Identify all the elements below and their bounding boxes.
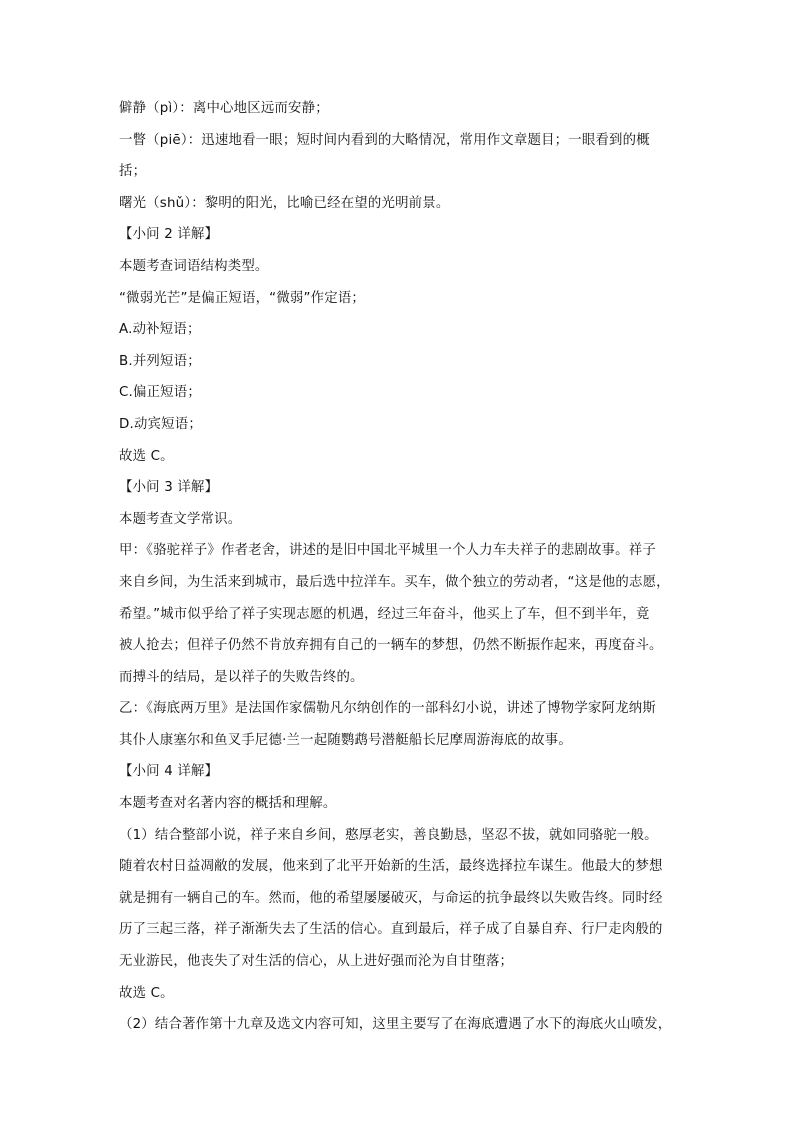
- paragraph-line: 乙：《海底两万里》是法国作家儒勒凡尔纳创作的一部科幻小说，讲述了博物学家阿龙纳斯: [119, 701, 656, 717]
- option-line-b: B.并列短语；: [119, 353, 201, 369]
- paragraph-line: 就是拥有一辆自己的车。然而，他的希望屡屡破灭，与命运的抗争最终以失败告终。同时经: [119, 890, 663, 906]
- paragraph-line: 来自乡间，为生活来到城市，最后选中拉洋车。买车，做个独立的劳动者，“这是他的志愿，: [119, 574, 670, 590]
- option-line-a: A.动补短语；: [119, 322, 201, 338]
- paragraph-line: 随着农村日益凋敝的发展，他来到了北平开始新的生活，最终选择拉车谋生。他最大的梦想: [119, 859, 663, 875]
- section-heading-q2: 【小问 2 详解】: [119, 227, 219, 243]
- definition-line: 一瞥（piē）：迅速地看一眼；短时间内看到的大略情况，常用作文章题目；一眼看到的概: [119, 132, 650, 148]
- paragraph-line: 甲：《骆驼祥子》作者老舍，讲述的是旧中国北平城里一个人力车夫祥子的悲剧故事。祥子: [119, 543, 656, 559]
- paragraph-line: 本题考查文学常识。: [119, 511, 242, 527]
- answer-line: 故选 C。: [119, 985, 174, 1001]
- paragraph-line: “微弱光芒”是偏正短语，“微弱”作定语；: [119, 290, 365, 306]
- answer-explanation-body: [119, 100, 681, 1048]
- paragraph-line: 而搏斗的结局，是以祥子的失败告终的。: [119, 669, 364, 685]
- paragraph-line: 本题考查词语结构类型。: [119, 258, 269, 274]
- paragraph-line: 被人抢去；但祥子仍然不肯放弃拥有自己的一辆车的梦想，仍然不断振作起来，再度奋斗。: [119, 638, 663, 654]
- paragraph-line: （1）结合整部小说，祥子来自乡间，憨厚老实，善良勤恳，坚忍不拔，就如同骆驼一般。: [119, 827, 658, 843]
- paragraph-line: 本题考查对名著内容的概括和理解。: [119, 796, 337, 812]
- option-line-c: C.偏正短语；: [119, 385, 201, 401]
- definition-line-continued: 括；: [119, 164, 147, 180]
- paragraph-line: 历了三起三落，祥子渐渐失去了生活的信心。直到最后，祥子成了自暴自弃、行尸走肉般的: [119, 922, 663, 938]
- section-heading-q3: 【小问 3 详解】: [119, 480, 219, 496]
- paragraph-line: （2）结合著作第十九章及选文内容可知，这里主要写了在海底遭遇了水下的海底火山喷发，: [119, 1017, 672, 1033]
- paragraph-line: 无业游民，他丧失了对生活的信心，从上进好强而沦为自甘堕落；: [119, 954, 514, 970]
- option-line-d: D.动宾短语；: [119, 416, 202, 432]
- definition-line: 曙光（shǔ）：黎明的阳光，比喻已经在望的光明前景。: [119, 195, 450, 211]
- section-heading-q4: 【小问 4 详解】: [119, 764, 219, 780]
- paragraph-line: 其仆人康塞尔和鱼叉手尼德·兰一起随鹦鹉号潜艇船长尼摩周游海底的故事。: [119, 732, 572, 748]
- paragraph-line: 希望。”城市似乎给了祥子实现志愿的机遇，经过三年奋斗，他买上了车，但不到半年，竟: [119, 606, 650, 622]
- definition-line: 僻静（pì）：离中心地区远而安静；: [119, 101, 329, 116]
- answer-line: 故选 C。: [119, 448, 174, 464]
